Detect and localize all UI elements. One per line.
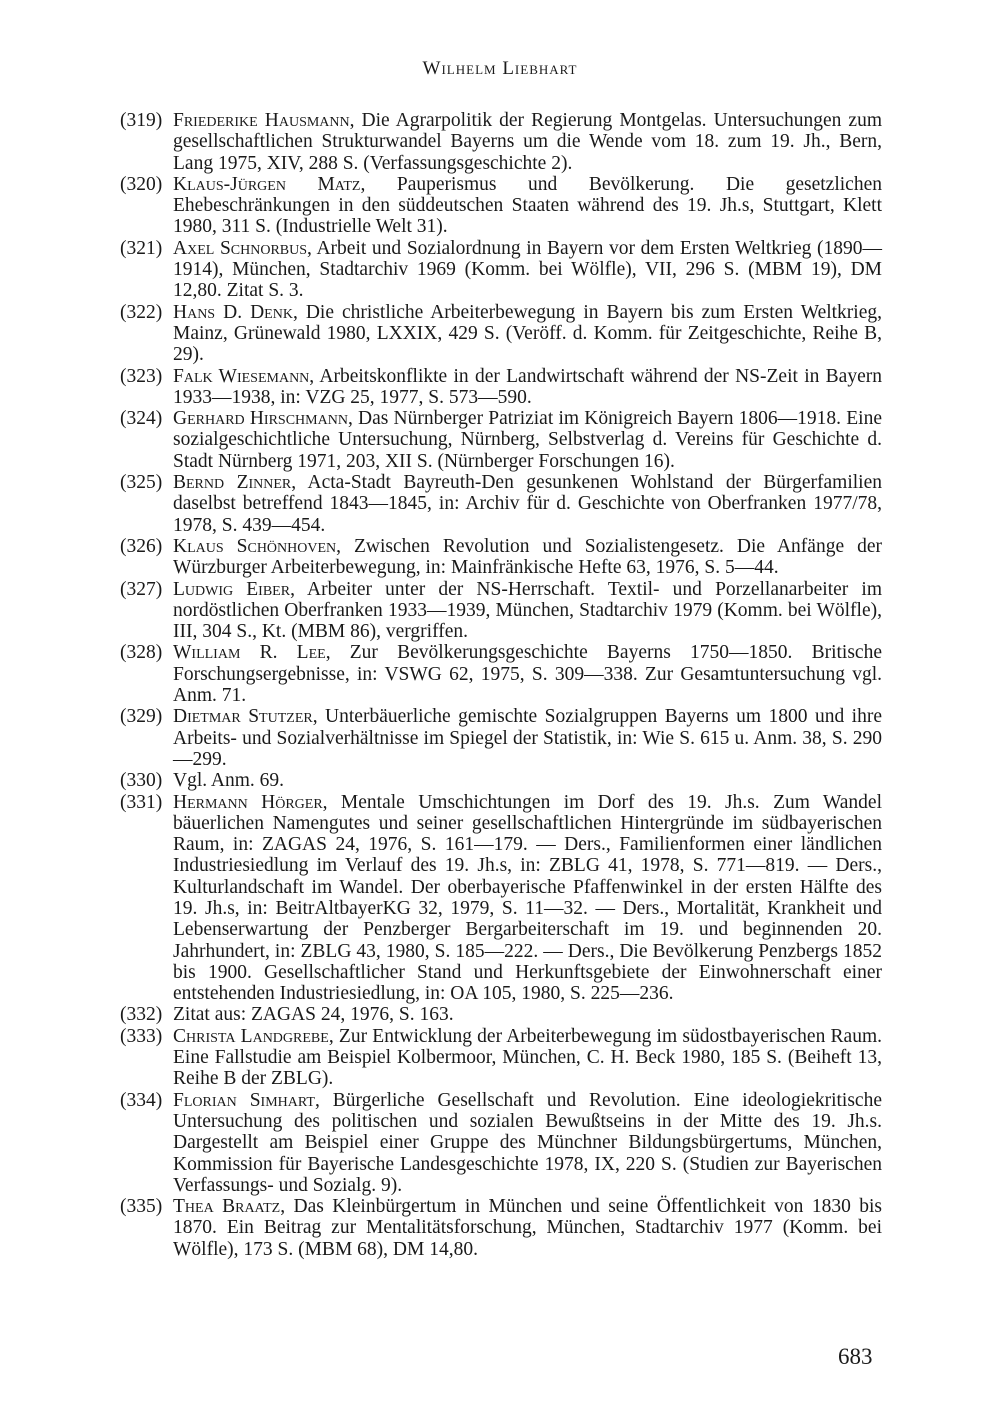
- footnote-citation: , Zwischen Revolution und Sozialistengesetz. Die Anfänge der Würzburger Arbeiterbewegung, in: Mainfränkische Hefte 63, 1976, S. 5—44.: [173, 535, 882, 579]
- footnote-text: [173, 1004, 882, 1025]
- footnote-text: [173, 1026, 882, 1090]
- footnote-number: (324): [120, 408, 163, 430]
- footnote-author: William R. Lee: [173, 642, 326, 664]
- footnote-citation: , Das Kleinbürgertum in München und seine Öffentlichkeit von 1830 bis 1870. Ein Beitrag zur Mentalitätsforschung, München, Stadtarchiv 1977 (Komm. bei Wölfle), 173 S. (MBM 68), DM 14,80.: [173, 1196, 882, 1260]
- footnote-author: Klaus Schönhoven: [173, 535, 337, 557]
- footnote-citation: , Die christliche Arbeiterbewegung in Bayern bis zum Ersten Weltkrieg, Mainz, Grünewald 1980, LXXIX, 429 S. (Veröff. d. Komm. für Zeitgeschichte, Reihe B, 29).: [173, 301, 882, 366]
- footnote-number: (323): [120, 365, 163, 387]
- footnote-item: [120, 579, 882, 643]
- footnote-citation: , Unterbäuerliche gemischte Sozialgruppen Bayerns um 1800 und ihre Arbeits- und Sozialverhältnisse im Spiegel der Statistik, in: Wie S. 615 u. Anm. 38, S. 290—299.: [173, 706, 882, 770]
- footnote-item: [120, 1026, 882, 1090]
- footnote-citation: , Bürgerliche Gesellschaft und Revolution. Eine ideologiekritische Untersuchung des politischen und sozialen Bewußtseins in der Mitte des 19. Jh.s. Dargestellt am Beispiel einer Gruppe des Münchner Bildungsbürgertums, München, Kommission für Bayerische Landesgeschichte 1978, IX, 220 S. (Studien zur Bayerischen Verfassungs- und Sozialg. 9).: [173, 1089, 882, 1196]
- footnote-citation: , Das Nürnberger Patriziat im Königreich Bayern 1806—1918. Eine sozialgeschichtliche Untersuchung, Nürnberg, Selbstverlag d. Vereins für Geschichte d. Stadt Nürnberg 1971, 203, XII S. (Nürnberger Forschungen 16).: [173, 408, 882, 472]
- footnote-number: (327): [120, 578, 163, 600]
- footnote-author: Klaus-Jürgen Matz: [173, 173, 361, 195]
- footnote-number: (329): [120, 706, 163, 728]
- footnote-text: [173, 408, 882, 472]
- footnote-item: [120, 792, 882, 1005]
- footnote-citation: , Pauperismus und Bevölkerung. Die gesetzlichen Ehebeschränkungen in den süddeutschen Staaten während des 19. Jh.s, Stuttgart, Klett 1980, 311 S. (Industrielle Welt 31).: [173, 173, 882, 238]
- footnote-item: [120, 238, 882, 302]
- footnote-text: [173, 110, 882, 174]
- footnote-text: [173, 238, 882, 302]
- footnote-text: [173, 1090, 882, 1196]
- footnote-item: [120, 642, 882, 706]
- footnote-item: [120, 472, 882, 536]
- footnote-author: Friederike Hausmann: [173, 110, 350, 131]
- footnote-citation: , Die Agrarpolitik der Regierung Montgelas. Untersuchungen zum gesellschaftlichen Strukturwandel Bayerns um die Wende vom 18. zum 19. Jh., Bern, Lang 1975, XIV, 288 S. (Verfassungsgeschichte 2).: [173, 110, 882, 174]
- footnote-author: Florian Simhart: [173, 1089, 315, 1111]
- footnote-author: Bernd Zinner: [173, 472, 292, 494]
- footnote-text: [173, 706, 882, 770]
- footnote-author: Thea Braatz: [173, 1196, 281, 1218]
- footnote-author: Dietmar Stutzer: [173, 706, 313, 728]
- footnote-citation: , Arbeit und Sozialordnung in Bayern vor dem Ersten Weltkrieg (1890—1914), München, Stadtarchiv 1969 (Komm. bei Wölfle), VII, 296 S. (MBM 19), DM 12,80. Zitat S. 3.: [173, 237, 882, 302]
- footnote-text: [173, 366, 882, 409]
- footnote-citation: , Arbeiter unter der NS-Herrschaft. Textil- und Porzellanarbeiter im nordöstlichen Oberfranken 1933—1939, München, Stadtarchiv 1979 (Komm. bei Wölfle), III, 304 S., Kt. (MBM 86), vergriffen.: [173, 578, 882, 643]
- footnote-number: (335): [120, 1196, 163, 1218]
- footnote-text: [173, 770, 882, 791]
- footnote-number: (325): [120, 472, 163, 494]
- footnote-number: (319): [120, 110, 163, 131]
- footnote-author: Gerhard Hirschmann: [173, 408, 348, 430]
- footnote-number: (322): [120, 301, 163, 323]
- footnote-text: [173, 1196, 882, 1260]
- footnote-text: [173, 536, 882, 579]
- footnote-number: (334): [120, 1089, 163, 1111]
- footnote-item: [120, 366, 882, 409]
- footnote-item: [120, 1196, 882, 1260]
- footnote-item: [120, 1090, 882, 1196]
- footnote-citation: , Zur Entwicklung der Arbeiterbewegung im südostbayerischen Raum. Eine Fallstudie am Beispiel Kolbermoor, München, C. H. Beck 1980, 185 S. (Beiheft 13, Reihe B der ZBLG).: [173, 1025, 883, 1090]
- footnote-author: Hans D. Denk: [173, 301, 293, 323]
- footnote-text: [173, 792, 882, 1005]
- footnote-citation: Vgl. Anm. 69.: [173, 770, 285, 792]
- footnote-text: [173, 642, 882, 706]
- footnote-author: Christa Landgrebe: [173, 1025, 329, 1047]
- running-head: Wilhelm Liebhart: [422, 58, 578, 79]
- footnote-number: (326): [120, 535, 163, 557]
- footnote-citation: , Mentale Umschichtungen im Dorf des 19. Jh.s. Zum Wandel bäuerlichen Namengutes und seiner gesellschaftlichen Hintergründe im südbayerischen Raum, in: ZAGAS 24, 1976, S. 161—179. — Ders., Familienformen einer ländlichen Industriesiedlung im Verlauf des 19. Jh.s, in: ZBLG 41, 1978, S. 771—819. — Ders., Kulturlandschaft im Wandel. Der oberbayerische Pfaffenwinkel in der ersten Hälfte des 19. Jh.s, in: BeitrAltbayerKG 32, 1979, S. 11—32. — Ders., Mortalität, Krankheit und Lebenserwartung der Penzberger Bergarbeiterschaft im 19. und beginnenden 20. Jahrhundert, in: ZBLG 43, 1980, S. 185—222. — Ders., Die Bevölkerung Penzbergs 1852 bis 1900. Gesellschaftlicher Stand und Herkunftsgebiete der Einwohnerschaft einer entstehenden Industriesiedlung, in: OA 105, 1980, S. 225—236.: [173, 791, 882, 1005]
- footnote-number: (331): [120, 791, 163, 813]
- footnote-citation: , Acta-Stadt Bayreuth-Den gesunkenen Wohlstand der Bürgerfamilien daselbst betreffend 1843—1845, in: Archiv für d. Geschichte von Oberfranken 1977/78, 1978, S. 439—454.: [173, 472, 882, 536]
- footnote-number: (330): [120, 770, 163, 792]
- footnote-text: [173, 472, 882, 536]
- footnote-number: (333): [120, 1025, 163, 1047]
- footnote-author: Ludwig Eiber: [173, 578, 291, 600]
- footnote-text: [173, 579, 882, 643]
- footnote-item: [120, 536, 882, 579]
- page-number: 683: [838, 1344, 873, 1369]
- footnote-citation: , Arbeitskonflikte in der Landwirtschaft während der NS-Zeit in Bayern 1933—1938, in: VZG 25, 1977, S. 573—590.: [173, 365, 882, 408]
- footnote-item: [120, 706, 882, 770]
- footnote-number: (320): [120, 173, 163, 195]
- footnote-item: [120, 302, 882, 366]
- footnote-item: [120, 770, 882, 791]
- footnote-item: [120, 110, 882, 174]
- footnote-author: Axel Schnorbus: [173, 237, 308, 259]
- footnote-number: (332): [120, 1004, 163, 1026]
- footnote-text: [173, 174, 882, 238]
- footnote-author: Hermann Hörger: [173, 791, 323, 813]
- footnote-citation: Zitat aus: ZAGAS 24, 1976, S. 163.: [173, 1004, 454, 1026]
- footnote-item: [120, 1004, 882, 1025]
- footnote-text: [173, 302, 882, 366]
- footnote-item: [120, 408, 882, 472]
- footnote-author: Falk Wiesemann: [173, 365, 310, 387]
- footnote-number: (328): [120, 642, 163, 664]
- footnote-number: (321): [120, 237, 163, 259]
- footnote-citation: , Zur Bevölkerungsgeschichte Bayerns 1750—1850. Britische Forschungsergebnisse, in: VSWG 62, 1975, S. 309—338. Zur Gesamtuntersuchung vgl. Anm. 71.: [173, 642, 882, 707]
- footnote-item: [120, 174, 882, 238]
- footnotes-list: [120, 110, 882, 1260]
